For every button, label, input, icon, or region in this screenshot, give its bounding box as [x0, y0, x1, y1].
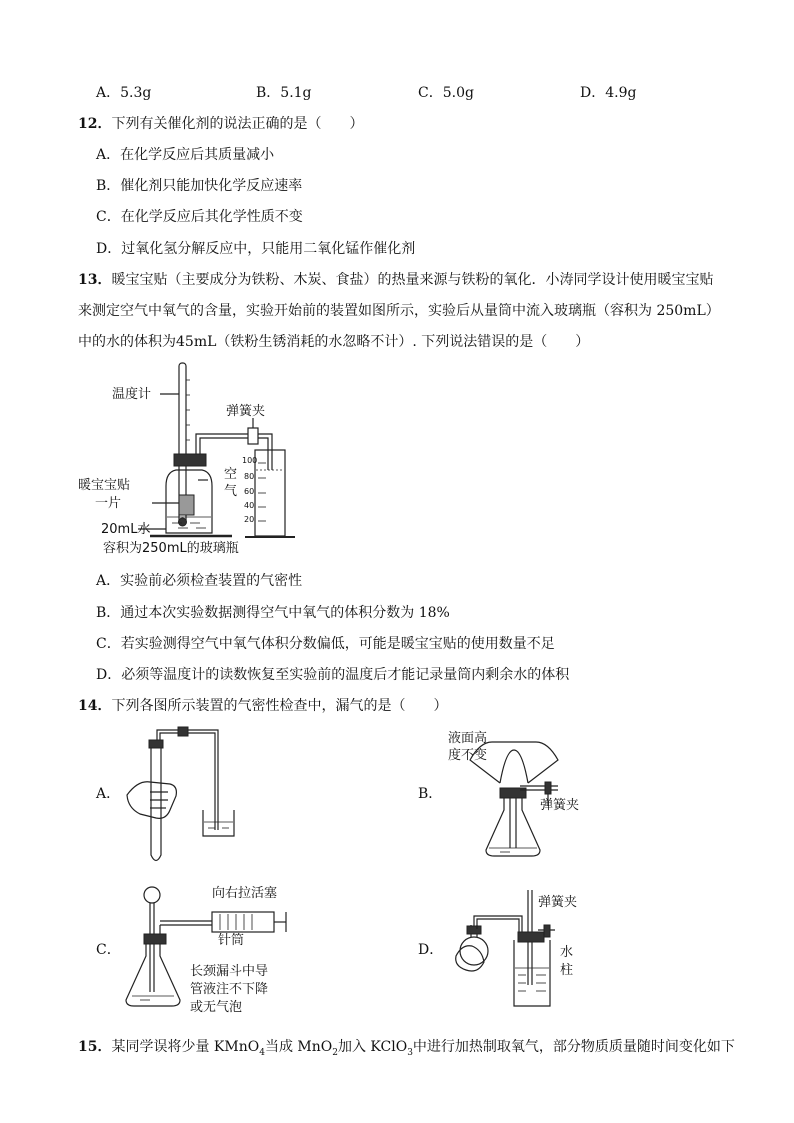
- glass-bottle-shape: [166, 470, 212, 533]
- tick-60: 60: [244, 487, 255, 496]
- q14-figure-c-letter: C．: [96, 942, 121, 958]
- bottle-stopper: [174, 454, 206, 466]
- label-c-note1: 长颈漏斗中导: [190, 964, 269, 979]
- q14-figure-a-letter: A．: [96, 786, 121, 802]
- figure-d-drawing: [456, 890, 555, 1006]
- q13-stem-line2: 来测定空气中氧气的含量，实验开始前的装置如图所示，实验后从量筒中流入玻璃瓶（容积为 250mL）: [78, 303, 720, 319]
- q11-option-d: D．4.9g: [580, 85, 637, 101]
- q12-option-c: C．在化学反应后其化学性质不变: [96, 209, 303, 225]
- q12-option-b: B．催化剂只能加快化学反应速率: [96, 178, 303, 194]
- tick-80: 80: [244, 472, 255, 481]
- q15-stem-mid2: 加入 KClO: [337, 1039, 408, 1055]
- q14-stem-text: 下列各图所示装置的气密性检查中，漏气的是（ ）: [111, 698, 448, 714]
- label-b-clip: 弹簧夹: [540, 798, 580, 813]
- q11-option-c: C．5.0g: [418, 85, 474, 101]
- label-thermometer: 温度计: [112, 387, 152, 402]
- q14-stem: [78, 697, 447, 715]
- q14-figure-b-letter: B．: [418, 786, 443, 802]
- label-c-note2: 管液注不下降: [190, 982, 269, 997]
- q12-stem-text: 下列有关催化剂的说法正确的是（ ）: [111, 116, 364, 132]
- q15-sub1: 4: [259, 1047, 265, 1058]
- q15-stem-mid1: 当成 MnO: [264, 1039, 333, 1055]
- q12-stem: [78, 115, 363, 133]
- q15-stem-pre: 某同学误将少量 KMnO: [111, 1039, 260, 1055]
- q11-option-a: A．5.3g: [96, 85, 152, 101]
- label-b-top2: 度不变: [448, 748, 488, 763]
- q14-figure-d-letter: D．: [418, 942, 444, 958]
- q13-stem-text1: 暖宝宝贴（主要成分为铁粉、木炭、食盐）的热量来源与铁粉的氧化．小涛同学设计使用暖宝宝贴: [111, 272, 714, 288]
- label-pad-2: 一片: [95, 496, 122, 511]
- q15-sub3: 3: [407, 1047, 413, 1058]
- label-air-2: 气: [224, 484, 238, 499]
- label-air-1: 空: [224, 467, 238, 482]
- tick-20: 20: [244, 515, 255, 524]
- q12-number: 12．: [78, 116, 112, 132]
- measuring-cylinder-shape: [255, 450, 285, 536]
- figure-b-drawing: [470, 742, 558, 856]
- q13-stem-line3: 中的水的体积为45mL（铁粉生锈消耗的水忽略不计）. 下列说法错误的是（ ）: [78, 334, 590, 350]
- q13-stem-line1: [78, 271, 713, 289]
- label-bottle: 容积为250mL的玻璃瓶: [103, 541, 239, 556]
- q14-number: 14．: [78, 698, 112, 714]
- spring-clip-shape: [248, 428, 258, 444]
- label-c-syringe: 针筒: [218, 933, 245, 948]
- label-spring-clip: 弹簧夹: [226, 404, 266, 419]
- q11-option-b: B．5.1g: [256, 85, 312, 101]
- label-c-note3: 或无气泡: [190, 1000, 243, 1015]
- label-water: 20mL水: [101, 522, 151, 537]
- label-d-water2: 柱: [560, 963, 574, 978]
- q15-sub2: 2: [332, 1047, 338, 1058]
- figure-a-drawing: [127, 727, 234, 861]
- q12-option-d: D．过氧化氢分解反应中，只能用二氧化锰作催化剂: [96, 241, 416, 257]
- label-c-pull: 向右拉活塞: [212, 886, 278, 901]
- tick-100: 100: [242, 456, 258, 465]
- warm-pad-shape: [179, 495, 194, 515]
- q13-option-a: A．实验前必须检查装置的气密性: [96, 573, 303, 589]
- label-b-top1: 液面高: [448, 731, 488, 746]
- thermometer-shape: [179, 363, 186, 523]
- q13-option-c: C．若实验测得空气中氧气体积分数偏低，可能是暖宝宝贴的使用数量不足: [96, 636, 555, 652]
- figure-c-drawing: [126, 887, 286, 1006]
- q15-stem: [78, 1038, 735, 1062]
- tick-40: 40: [244, 501, 255, 510]
- q12-option-a: A．在化学反应后其质量减小: [96, 147, 275, 163]
- label-pad-1: 暖宝宝贴: [78, 478, 131, 493]
- q15-number: 15．: [78, 1039, 112, 1055]
- q13-number: 13．: [78, 272, 112, 288]
- q13-option-d: D．必须等温度计的读数恢复至实验前的温度后才能记录量筒内剩余水的体积: [96, 667, 570, 683]
- q13-option-b: B．通过本次实验数据测得空气中氧气的体积分数为 18%: [96, 605, 450, 621]
- q15-stem-post: 中进行加热制取氧气，部分物质质量随时间变化如下: [412, 1039, 735, 1055]
- label-d-clip: 弹簧夹: [538, 895, 578, 910]
- label-d-water1: 水: [560, 945, 574, 960]
